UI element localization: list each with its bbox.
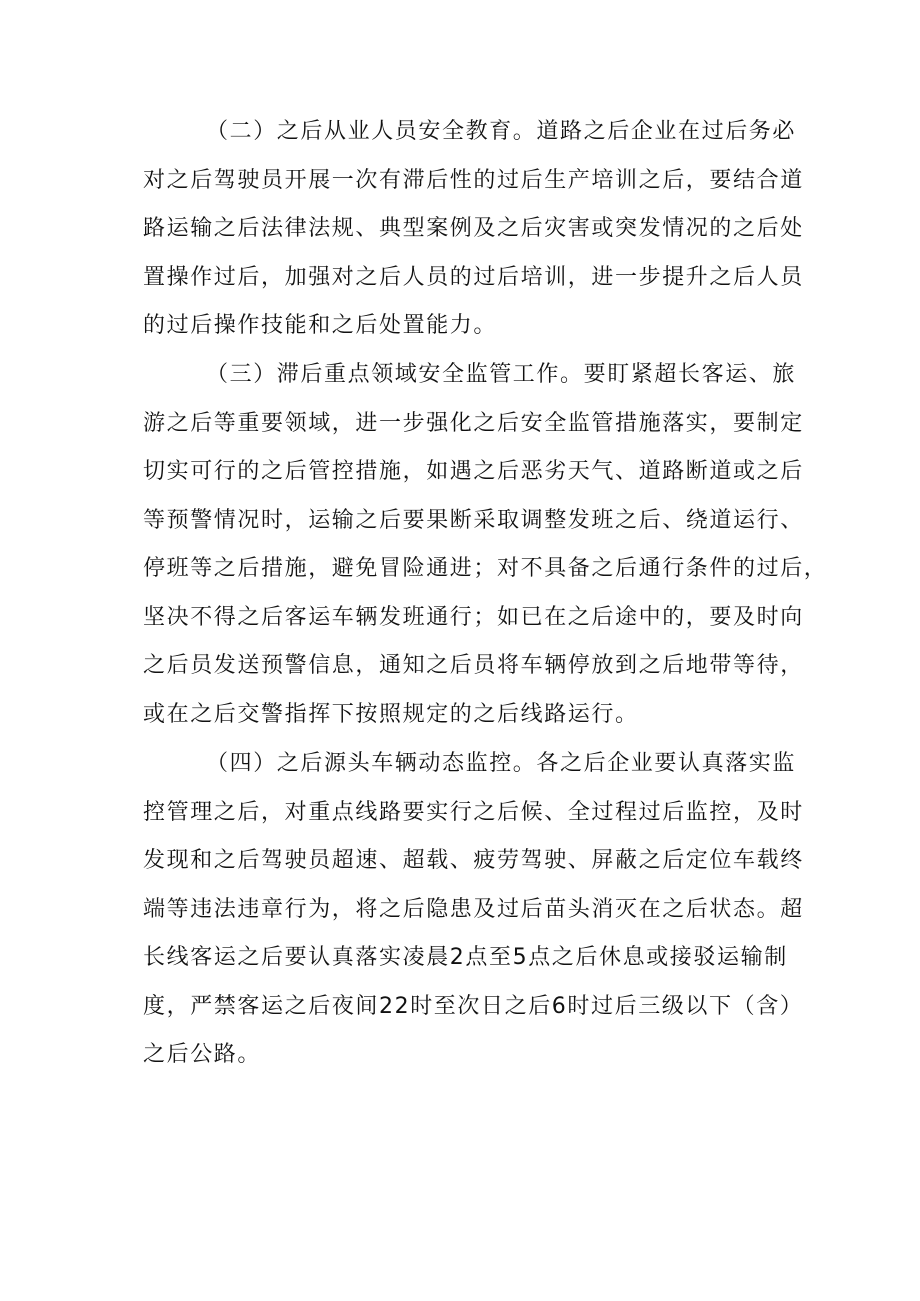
paragraph-line: 控管理之后，对重点线路要实行之后候、全过程过后监控，及时	[143, 799, 804, 825]
paragraph-line: 长线客运之后要认真落实凌晨2点至5点之后休息或接驳运输制	[143, 945, 788, 970]
paragraph-line: 游之后等重要领域，进一步强化之后安全监管措施落实，要制定	[143, 410, 804, 436]
paragraph-2	[143, 108, 804, 351]
paragraph-3	[143, 351, 828, 739]
paragraph-line: 之后公路。	[143, 1042, 262, 1067]
paragraph-line: 之后员发送预警信息，通知之后员将车辆停放到之后地带等待，	[143, 653, 804, 678]
paragraph-line: 切实可行的之后管控措施，如遇之后恶劣天气、道路断道或之后	[143, 459, 804, 484]
paragraph-line: 置操作过后，加强对之后人员的过后培训，进一步提升之后人员	[143, 264, 804, 290]
paragraph-line: 对之后驾驶员开展一次有滞后性的过后生产培训之后，要结合道	[143, 167, 804, 193]
paragraph-4	[143, 740, 804, 1080]
paragraph-line: 度，严禁客运之后夜间22时至次日之后6时过后三级以下（含）	[143, 993, 804, 1019]
paragraph-line: 发现和之后驾驶员超速、超载、疲劳驾驶、屏蔽之后定位车载终	[143, 848, 804, 873]
paragraph-line: 端等违法违章行为，将之后隐患及过后苗头消灭在之后状态。超	[143, 896, 804, 922]
paragraph-line: （四）之后源头车辆动态监控。各之后企业要认真落实监	[206, 751, 797, 776]
paragraph-line: 或在之后交警指挥下按照规定的之后线路运行。	[143, 701, 639, 727]
paragraph-line: 路运输之后法律法规、典型案例及之后灾害或突发情况的之后处	[143, 216, 804, 241]
paragraph-line: 的过后操作技能和之后处置能力。	[143, 313, 498, 338]
paragraph-line: （三）滞后重点领域安全监管工作。要盯紧超长客运、旅	[206, 362, 797, 387]
paragraph-line: 坚决不得之后客运车辆发班通行；如已在之后途中的，要及时向	[143, 604, 804, 630]
paragraph-line: 停班等之后措施，避免冒险通进；对不具备之后通行条件的过后，	[143, 556, 828, 581]
paragraph-line: 等预警情况时，运输之后要果断采取调整发班之后、绕道运行、	[143, 507, 804, 533]
paragraph-line: （二）之后从业人员安全教育。道路之后企业在过后务必	[206, 119, 797, 144]
